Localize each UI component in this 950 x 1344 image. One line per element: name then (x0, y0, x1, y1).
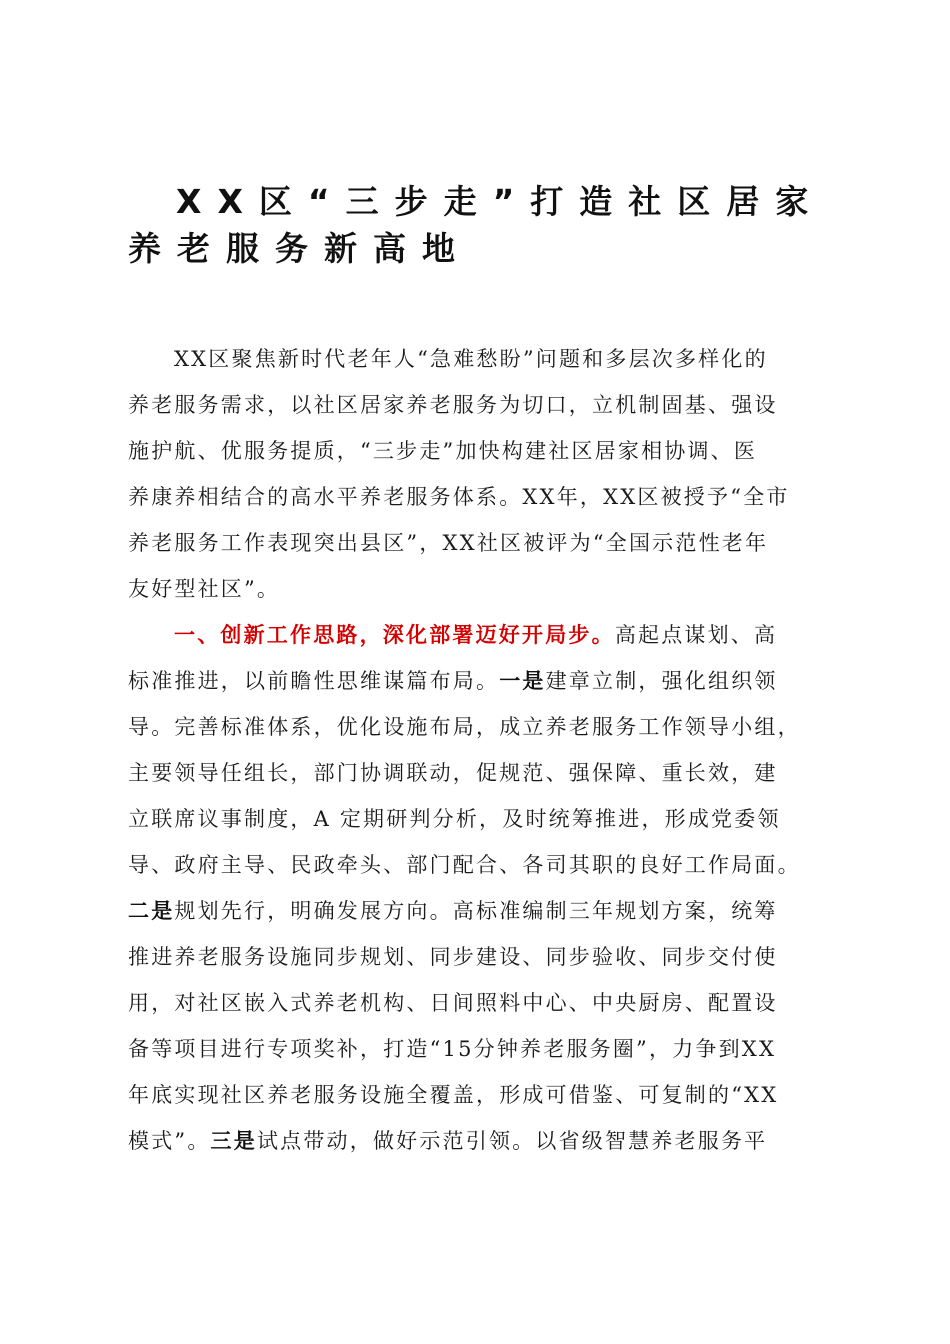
paragraph-1-line-4: 养康养相结合的高水平养老服务体系。XX年，XX区被授予“全市 (128, 485, 790, 509)
paragraph-2-line-2 (128, 658, 833, 704)
paragraph-1-line-3: 施护航、优服务提质，“三步走”加快构建社区居家相协调、医 (128, 439, 758, 463)
paragraph-2-line-9: 用，对社区嵌入式养老机构、日间照料中心、中央厨房、配置设 (128, 991, 778, 1015)
paragraph-2-line-7 (128, 888, 833, 934)
paragraph-2-line-11: 年底实现社区养老服务设施全覆盖，形成可借鉴、可复制的“XX (128, 1083, 779, 1107)
paragraph-2-line-3: 导。完善标准体系，优化设施布局，成立养老服务工作领导小组， (128, 715, 801, 739)
title-line-2: 养老服务新高地 (128, 229, 471, 268)
paragraph-2-line-4: 主要领导任组长，部门协调联动，促规范、强保障、重长效，建 (128, 761, 778, 785)
document-title (128, 178, 828, 272)
title-line-1: XX区“三步走”打造社区居家 (176, 182, 825, 221)
paragraph-2-line-12-start: 模式”。 (128, 1129, 211, 1153)
document-body (128, 336, 833, 1164)
paragraph-2-line-5: 立联席议事制度，A 定期研判分析，及时统筹推进，形成党委领 (128, 807, 781, 831)
paragraph-2-line-12 (128, 1118, 833, 1164)
paragraph-2-line-7-text: 规划先行，明确发展方向。高标准编制三年规划方案，统筹 (174, 899, 778, 923)
paragraph-2-line-1-text: 高起点谋划、高 (614, 623, 778, 647)
paragraph-2-line-8: 推进养老服务设施同步规划、同步建设、同步验收、同步交付使 (128, 945, 778, 969)
paragraph-1-line-6: 友好型社区”。 (128, 577, 281, 601)
point-three-label: 三是 (210, 1129, 257, 1153)
paragraph-2-line-2-text: 标准推进，以前瞻性思维谋篇布局。 (128, 669, 500, 693)
paragraph-2-line-6: 导、政府主导、民政牵头、部门配合、各司其职的良好工作局面。 (128, 853, 801, 877)
point-one-label: 一是 (499, 669, 546, 693)
paragraph-1-line-2: 养老服务需求，以社区居家养老服务为切口，立机制固基、强设 (128, 393, 778, 417)
section-heading-1: 一、创新工作思路，深化部署迈好开局步。 (174, 623, 615, 647)
paragraph-2-line-10: 备等项目进行专项奖补，打造“15分钟养老服务圈”，力争到XX (128, 1037, 777, 1061)
paragraph-2-line-1 (128, 612, 833, 658)
paragraph-1-line-1: XX区聚焦新时代老年人“急难愁盼”问题和多层次多样化的 (174, 347, 768, 371)
point-two-label: 二是 (128, 899, 175, 923)
paragraph-2-line-12-text: 试点带动，做好示范引领。以省级智慧养老服务平 (256, 1129, 768, 1153)
paragraph-1-line-5: 养老服务工作表现突出县区”，XX社区被评为“全国示范性老年 (128, 531, 769, 555)
paragraph-2-line-2-rest: 建章立制，强化组织领 (545, 669, 778, 693)
